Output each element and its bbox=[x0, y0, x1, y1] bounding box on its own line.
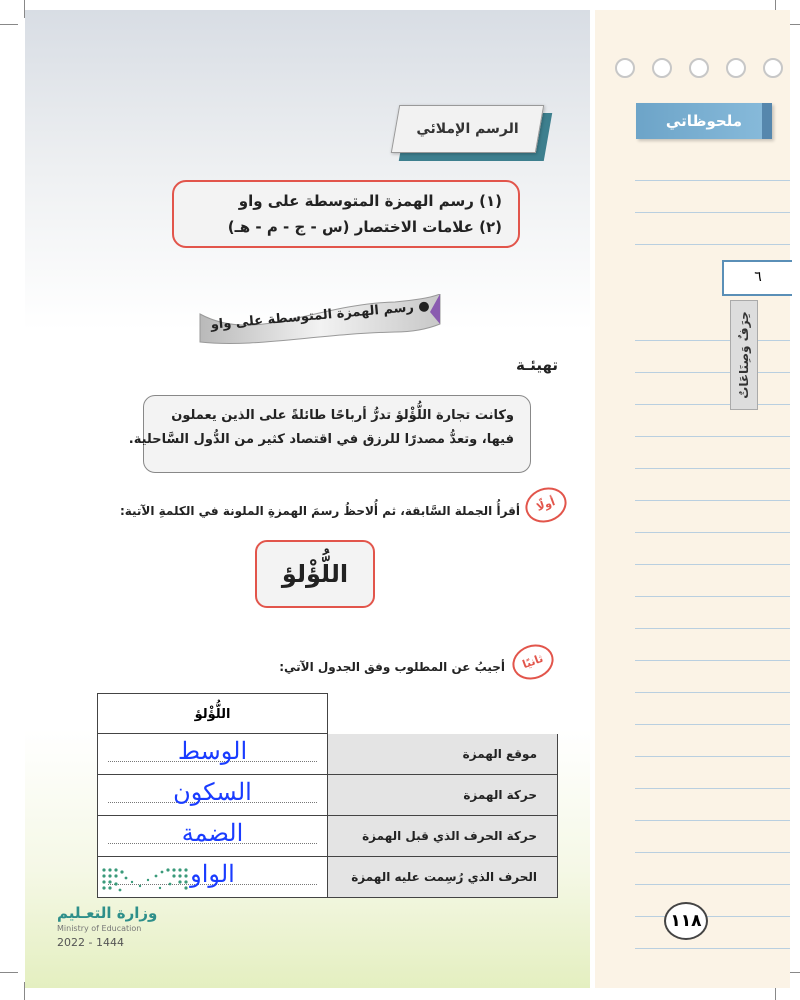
answer-cell[interactable] bbox=[97, 734, 328, 775]
page-number: ١١٨ bbox=[664, 902, 708, 940]
unit-tab bbox=[730, 300, 758, 410]
warmup-line-2: فيها، وتعدُّ مصدرًا للرزق في اقتصاد كثير من الدُّول السَّاحلية. bbox=[128, 432, 514, 447]
unit-name: حِرَفٌ وَصِنَاعَاتٌ bbox=[737, 311, 751, 399]
notes-panel bbox=[595, 10, 790, 988]
edition-year: 2022 - 1444 bbox=[57, 936, 124, 949]
handwritten-answer: السكون bbox=[173, 778, 252, 806]
topics-box bbox=[172, 180, 520, 248]
handwritten-answer: الواو bbox=[190, 860, 235, 888]
crop-mark bbox=[0, 24, 18, 25]
step-2-instruction: أجيبُ عن المطلوب وفق الجدول الآتي: bbox=[279, 660, 505, 674]
table-row bbox=[97, 816, 558, 857]
grid-column-head: اللُّؤْلؤ bbox=[97, 693, 328, 734]
topic-1: (١) رسم الهمزة المتوسطة على واو bbox=[238, 192, 502, 210]
example-word: اللُّؤْلؤ bbox=[281, 560, 349, 588]
table-row bbox=[97, 734, 558, 775]
handwritten-answer: الضمة bbox=[181, 819, 244, 847]
crop-mark bbox=[0, 972, 18, 973]
binder-hole bbox=[763, 58, 783, 78]
ministry-dots-logo bbox=[100, 866, 190, 896]
step-1-instruction: أقرأُ الجملة السَّابقة، ثم أُلاحظُ رسمَ الهمزةِ الملونة في الكلمةِ الآتية: bbox=[119, 504, 520, 518]
handwritten-answer: الوسط bbox=[177, 737, 248, 765]
ministry-arabic: وزارة التعـليم bbox=[57, 904, 158, 922]
row-label: حركة الهمزة bbox=[328, 775, 558, 816]
warmup-title: تهيئـة bbox=[515, 356, 558, 374]
row-label: الحرف الذي رُسِمت عليه الهمزة bbox=[328, 857, 558, 898]
binder-hole bbox=[689, 58, 709, 78]
answer-cell[interactable] bbox=[97, 775, 328, 816]
notes-title: ملحوظاتي bbox=[636, 103, 772, 139]
binder-hole bbox=[726, 58, 746, 78]
step-2-badge: ثانيًا bbox=[507, 639, 558, 685]
lesson-tab bbox=[395, 105, 550, 165]
ministry-logo bbox=[57, 904, 197, 949]
example-word-box bbox=[255, 540, 375, 608]
binder-hole bbox=[652, 58, 672, 78]
warmup-line-1: وكانت تجارة اللُّؤْلؤ تدرُّ أرباحًا طائلةً على الذين يعملون bbox=[171, 408, 514, 423]
row-label: موقع الهمزة bbox=[328, 734, 558, 775]
topic-2: (٢) علامات الاختصار (س - ج - م - هـ) bbox=[227, 218, 502, 236]
answer-cell[interactable] bbox=[97, 816, 328, 857]
unit-number: ٦ bbox=[722, 260, 792, 296]
step-1-badge: أولًا bbox=[520, 482, 571, 528]
binder-hole bbox=[615, 58, 635, 78]
ribbon-label: ● رسم الهمزة المتوسطة على واو bbox=[210, 298, 431, 333]
lesson-title: الرسم الإملائي bbox=[416, 121, 519, 137]
warmup-box bbox=[128, 395, 531, 473]
ministry-english: Ministry of Education bbox=[57, 924, 142, 933]
section-ribbon bbox=[195, 294, 445, 350]
row-label: حركة الحرف الذي قبل الهمزة bbox=[328, 816, 558, 857]
table-row bbox=[97, 775, 558, 816]
